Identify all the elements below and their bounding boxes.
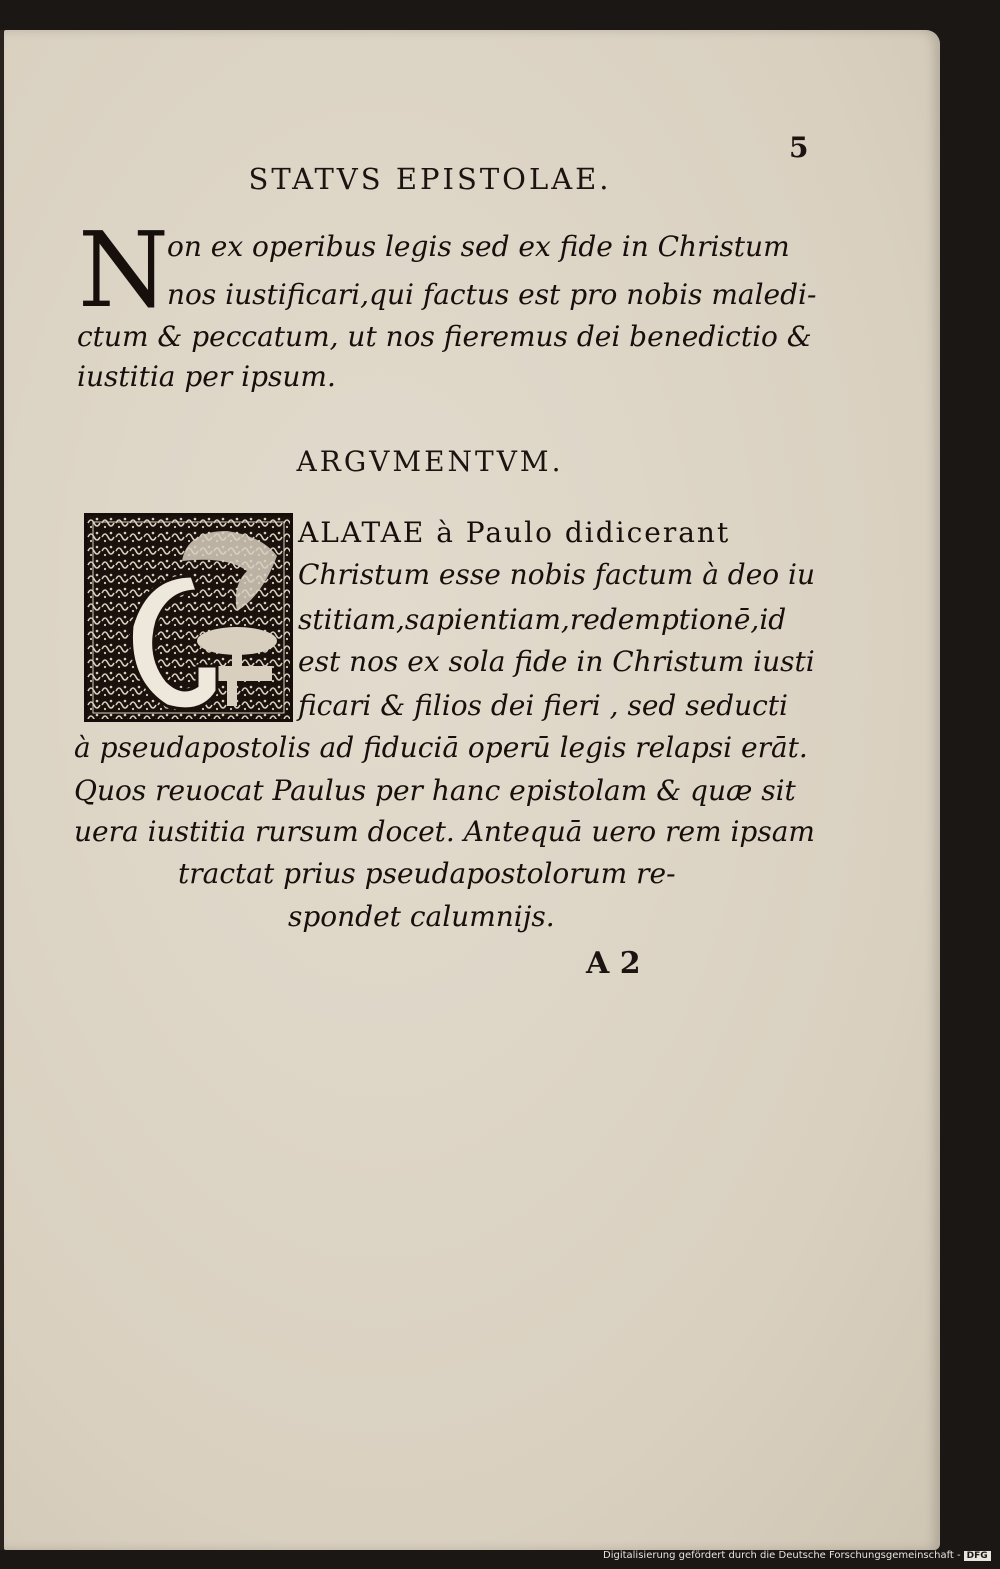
para2-line-7: Quos reuocat Paulus per hanc epistolam & quæ sit bbox=[74, 774, 796, 807]
drop-initial-n: N bbox=[78, 209, 169, 331]
catchword-signature: A 2 bbox=[586, 946, 641, 981]
para1-line-1: on ex operibus legis sed ex fide in Christum bbox=[167, 230, 790, 263]
para1-line-2: nos iustificari,qui factus est pro nobis maledi- bbox=[167, 278, 817, 311]
para1-line-4: iustitia per ipsum. bbox=[77, 360, 336, 393]
para2-line-9: tractat prius pseudapostolorum re- bbox=[178, 857, 676, 890]
para2-line-4: est nos ex sola fide in Christum iusti bbox=[298, 645, 815, 678]
para2-line-5: ficari & filios dei fieri , sed seducti bbox=[298, 689, 789, 722]
heading-argumentum: ARGVMENTVM. bbox=[296, 445, 564, 478]
credit-text: Digitalisierung gefördert durch die Deutsche Forschungsgemeinschaft - bbox=[603, 1550, 961, 1561]
para2-line-3: stitiam,sapientiam,redemptionē,id bbox=[298, 603, 787, 636]
para2-line-8: uera iustitia rursum docet. Antequā uero rem ipsam bbox=[74, 815, 815, 848]
para1-line-3: ctum & peccatum, ut nos fieremus dei benedictio & bbox=[77, 320, 812, 353]
heading-status-epistolae: STATVS EPISTOLAE. bbox=[248, 162, 612, 196]
para2-line-2: Christum esse nobis factum à deo iu bbox=[298, 558, 816, 591]
folio-number: 5 bbox=[789, 131, 809, 164]
para2-line-6: à pseudapostolis ad fiduciā operū legis relapsi erāt. bbox=[74, 731, 808, 764]
para2-line-1: ALATAE à Paulo didicerant bbox=[298, 516, 731, 549]
woodcut-ornament-icon bbox=[87, 516, 290, 719]
para2-line-10: spondet calumnijs. bbox=[288, 900, 555, 933]
digitization-credit bbox=[603, 1550, 991, 1561]
dfg-logo-badge: DFG bbox=[964, 1551, 991, 1561]
woodcut-initial-g bbox=[84, 513, 293, 722]
